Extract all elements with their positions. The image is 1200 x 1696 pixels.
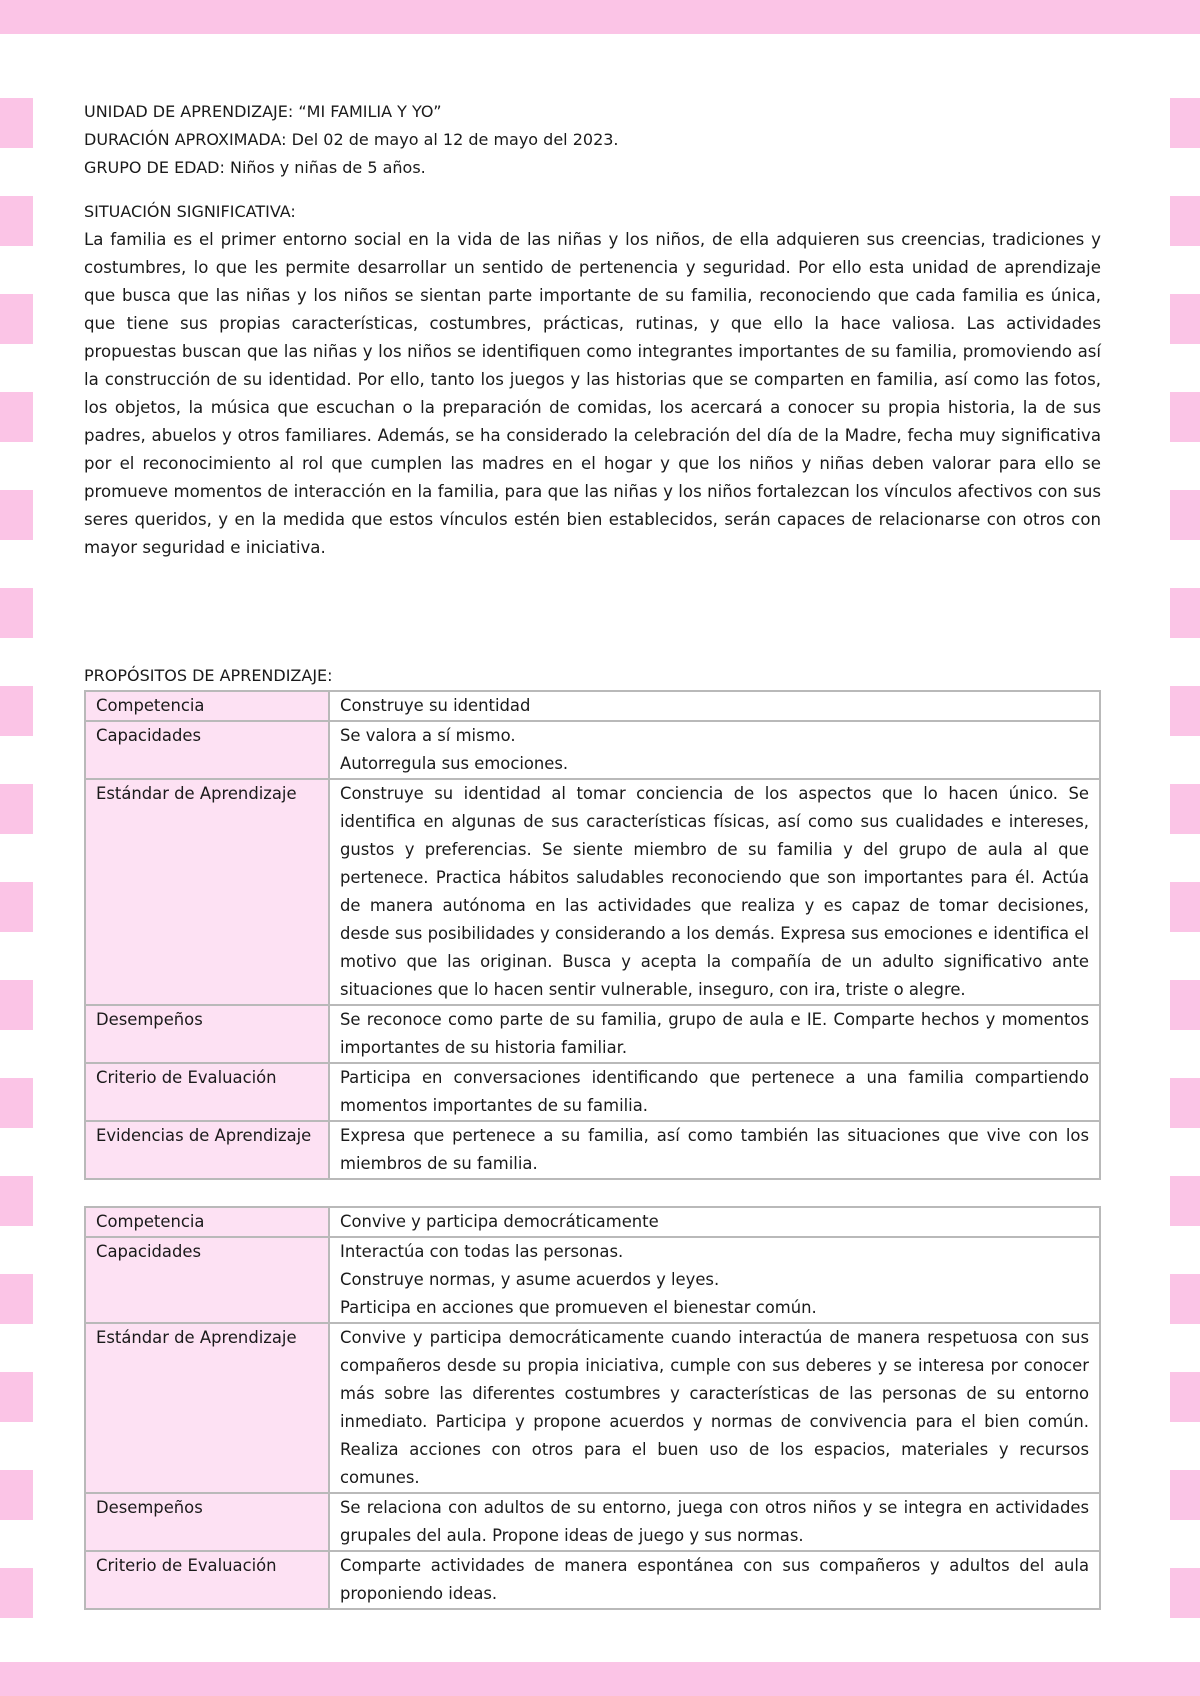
duracion-value: Del 02 de mayo al 12 de mayo del 2023. [291,130,619,149]
criterio-value: Comparte actividades de manera espontánea con sus compañeros y adultos del aula proponiendo ideas. [329,1551,1100,1609]
table-row [85,691,1100,721]
capacidad-item: Autorregula sus emociones. [340,754,569,773]
capacidades-label: Capacidades [85,721,329,779]
table-row [85,1063,1100,1121]
document-content [84,98,1101,1610]
propositos-title: PROPÓSITOS DE APRENDIZAJE: [84,666,333,685]
table-row [85,1005,1100,1063]
grupo-label: GRUPO DE EDAD: [84,158,225,177]
left-border-pattern [0,0,33,1696]
unidad-label: UNIDAD DE APRENDIZAJE: [84,102,294,121]
estandar-value: Convive y participa democráticamente cuando interactúa de manera respetuosa con sus compañeros desde su propia iniciativa, cumple con sus deberes y se interesa por conocer más sobre las diferentes costumbres y características de las personas de su entorno inmediato. Participa y propone acuerdos y normas de convivencia para el bien común. Realiza acciones con otros para el buen uso de los espacios, materiales y recursos comunes. [329,1323,1100,1493]
competencia-label: Competencia [85,1207,329,1237]
grupo-line [84,154,1101,182]
desempenos-value: Se reconoce como parte de su familia, grupo de aula e IE. Comparte hechos y momentos importantes de su historia familiar. [329,1005,1100,1063]
duracion-line [84,126,1101,154]
estandar-label: Estándar de Aprendizaje [85,779,329,1005]
unidad-line [84,98,1101,126]
estandar-value: Construye su identidad al tomar conciencia de los aspectos que lo hacen único. Se identifica en algunas de sus características físicas, así como sus cualidades e intereses, gustos y preferencias. Se siente miembro de su familia y del grupo de aula al que pertenece. Practica hábitos saludables reconociendo que son importantes para él. Actúa de manera autónoma en las actividades que realiza y es capaz de tomar decisiones, desde sus posibilidades y considerando a los demás. Expresa sus emociones e identifica el motivo que las originan. Busca y acepta la compañía de un adulto significativo ante situaciones que lo hacen sentir vulnerable, inseguro, con ira, triste o alegre. [329,779,1100,1005]
desempenos-value: Se relaciona con adultos de su entorno, juega con otros niños y se integra en actividades grupales del aula. Propone ideas de juego y sus normas. [329,1493,1100,1551]
criterio-label: Criterio de Evaluación [85,1551,329,1609]
table-row [85,1551,1100,1609]
evidencias-value: Expresa que pertenece a su familia, así como también las situaciones que vive con los miembros de su familia. [329,1121,1100,1179]
estandar-label: Estándar de Aprendizaje [85,1323,329,1493]
table-row [85,779,1100,1005]
competencia-label: Competencia [85,691,329,721]
criterio-value: Participa en conversaciones identificando que pertenece a una familia compartiendo momentos importantes de su familia. [329,1063,1100,1121]
criterio-label: Criterio de Evaluación [85,1063,329,1121]
capacidad-item: Participa en acciones que promueven el bienestar común. [340,1298,817,1317]
table-row [85,721,1100,779]
situacion-title: SITUACIÓN SIGNIFICATIVA: [84,202,296,221]
capacidades-value [329,721,1100,779]
situacion-paragraph: La familia es el primer entorno social en la vida de las niñas y los niños, de ella adquieren sus creencias, tradiciones y costumbres, lo que les permite desarrollar un sentido de pertenencia y seguridad. Por ello esta unidad de aprendizaje que busca que las niñas y los niños se sientan parte importante de su familia, reconociendo que cada familia es única, que tiene sus propias características, costumbres, prácticas, rutinas, y que ello la hace valiosa. Las actividades propuestas buscan que las niñas y los niños se identifiquen como integrantes importantes de su familia, promoviendo así la construcción de su identidad. Por ello, tanto los juegos y las historias que se comparten en familia, así como las fotos, los objetos, la música que escuchan o la preparación de comidas, los acercará a conocer su propia historia, la de sus padres, abuelos y otros familiares. Además, se ha considerado la celebración del día de la Madre, fecha muy significativa por el reconocimiento al rol que cumplen las madres en el hogar y que los niños y niñas deben valorar para ello se promueve momentos de interacción en la familia, para que las niñas y los niños fortalezcan los vínculos afectivos con sus seres queridos, y en la medida que estos vínculos estén bien establecidos, serán capaces de relacionarse con otros con mayor seguridad e iniciativa. [84,230,1101,557]
competencia-table-2 [84,1206,1101,1610]
capacidad-item: Interactúa con todas las personas. [340,1242,624,1261]
unidad-value: “MI FAMILIA Y YO” [298,102,442,121]
duracion-label: DURACIÓN APROXIMADA: [84,130,287,149]
bottom-decorative-band [0,1662,1200,1696]
top-decorative-band [0,0,1200,34]
grupo-value: Niños y niñas de 5 años. [229,158,426,177]
table-row [85,1323,1100,1493]
competencia-table-1 [84,690,1101,1180]
capacidades-label: Capacidades [85,1237,329,1323]
right-border-pattern [1170,0,1200,1696]
table-row [85,1237,1100,1323]
desempenos-label: Desempeños [85,1493,329,1551]
desempenos-label: Desempeños [85,1005,329,1063]
table-row [85,1493,1100,1551]
capacidades-value [329,1237,1100,1323]
competencia-value: Convive y participa democráticamente [329,1207,1100,1237]
evidencias-label: Evidencias de Aprendizaje [85,1121,329,1179]
competencia-value: Construye su identidad [329,691,1100,721]
capacidad-item: Se valora a sí mismo. [340,726,516,745]
table-row [85,1207,1100,1237]
capacidad-item: Construye normas, y asume acuerdos y leyes. [340,1270,720,1289]
table-row [85,1121,1100,1179]
